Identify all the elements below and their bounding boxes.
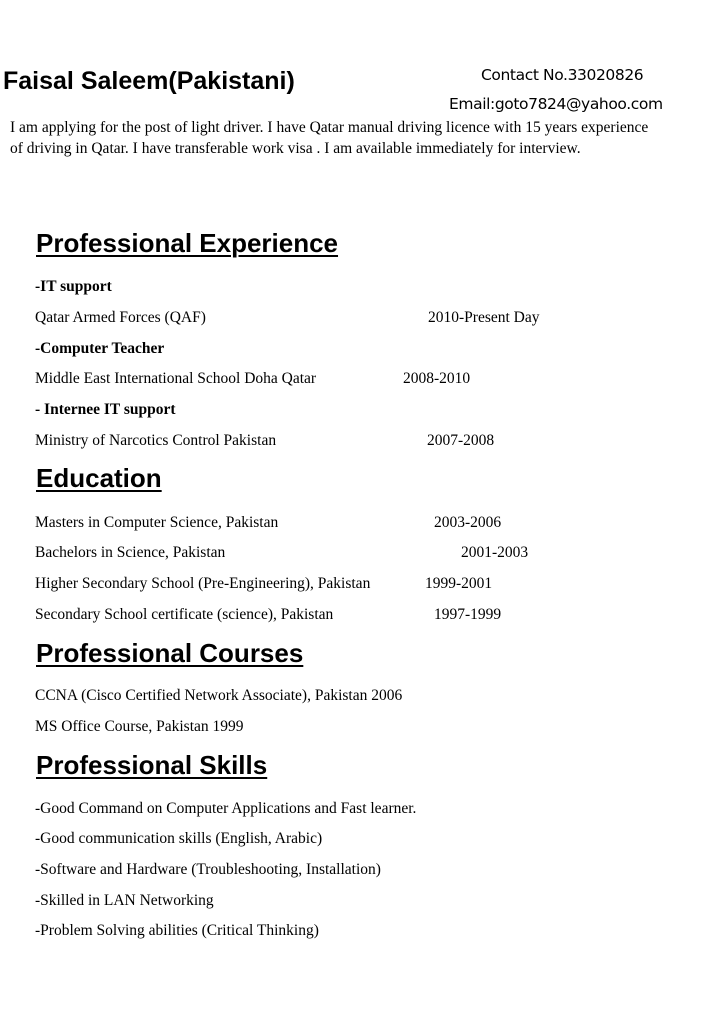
experience-org: Middle East International School Doha Qatar: [35, 370, 317, 387]
skill-item: -Good communication skills (English, Arabic): [35, 830, 323, 847]
experience-dates: 2010-Present Day: [428, 309, 540, 326]
education-degree: Secondary School certificate (science), Pakistan: [35, 606, 334, 623]
skill-item: -Software and Hardware (Troubleshooting, Installation): [35, 861, 381, 878]
experience-heading: Professional Experience: [36, 228, 339, 258]
course-item: MS Office Course, Pakistan 1999: [35, 718, 244, 735]
education-degree: Bachelors in Science, Pakistan: [35, 544, 226, 561]
skill-item: -Skilled in LAN Networking: [35, 892, 214, 909]
education-dates: 2001-2003: [461, 544, 529, 561]
contact-number: Contact No.33020826: [481, 66, 644, 84]
experience-title: - Internee IT support: [35, 401, 176, 418]
experience-dates: 2008-2010: [403, 370, 471, 387]
experience-org: Ministry of Narcotics Control Pakistan: [35, 432, 277, 449]
experience-dates: 2007-2008: [427, 432, 495, 449]
education-dates: 2003-2006: [434, 514, 502, 531]
courses-heading: Professional Courses: [36, 638, 304, 668]
candidate-name: Faisal Saleem(Pakistani): [3, 67, 295, 95]
experience-org: Qatar Armed Forces (QAF): [35, 309, 206, 326]
skills-heading: Professional Skills: [36, 750, 268, 780]
experience-title: -Computer Teacher: [35, 340, 165, 357]
experience-title: -IT support: [35, 278, 112, 295]
education-heading: Education: [36, 463, 162, 493]
course-item: CCNA (Cisco Certified Network Associate), Pakistan 2006: [35, 687, 403, 704]
skill-item: -Good Command on Computer Applications and Fast learner.: [35, 800, 417, 817]
education-degree: Masters in Computer Science, Pakistan: [35, 514, 279, 531]
skill-item: -Problem Solving abilities (Critical Thinking): [35, 922, 319, 939]
education-dates: 1999-2001: [425, 575, 493, 592]
education-degree: Higher Secondary School (Pre-Engineering), Pakistan: [35, 575, 371, 592]
education-dates: 1997-1999: [434, 606, 502, 623]
intro-paragraph: I am applying for the post of light driver. I have Qatar manual driving licence with 15 years experience of driving in Qatar. I have transferable work visa . I am available immediately for interview.: [10, 119, 649, 157]
contact-email: Email:goto7824@yahoo.com: [449, 95, 663, 113]
